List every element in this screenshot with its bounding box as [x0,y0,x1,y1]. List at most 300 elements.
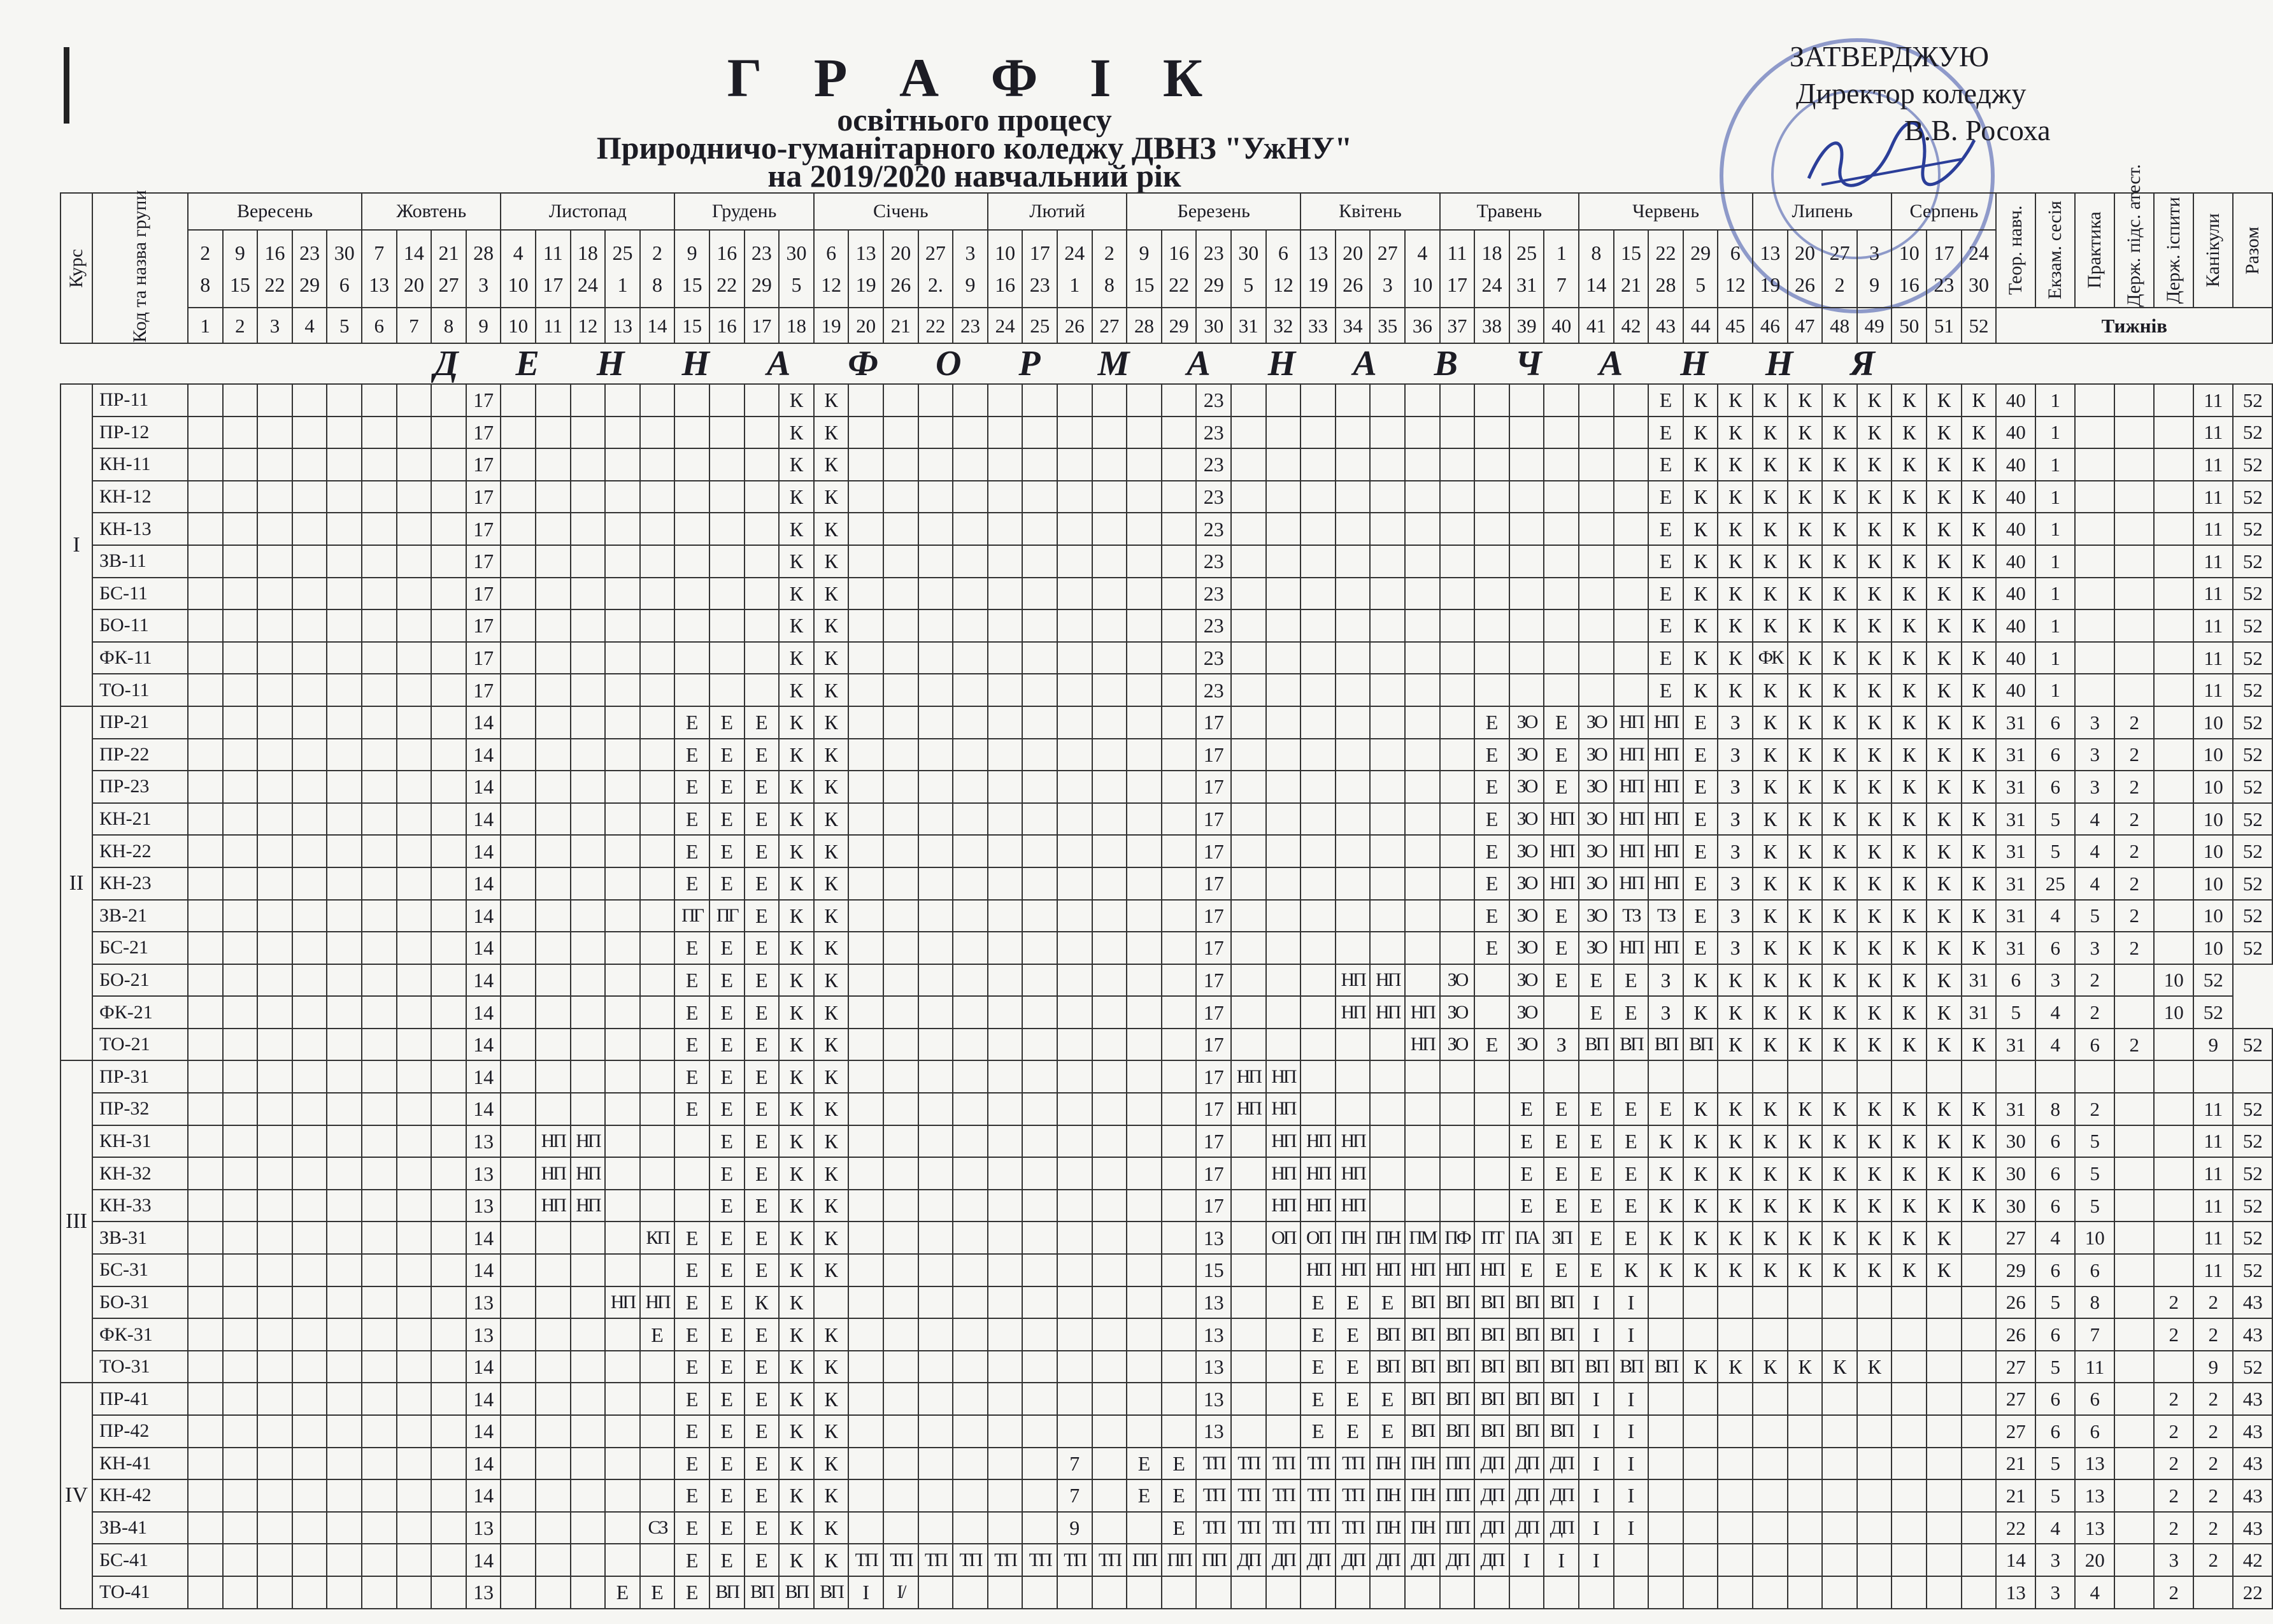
total-cell: 5 [2035,1479,2075,1512]
week-cell: К [1683,1125,1718,1158]
week-start: 10 [995,241,1016,264]
week-cell [292,578,327,610]
group-code: КН-33 [92,1190,188,1222]
week-cell [1892,1351,1927,1383]
week-cell [953,1190,988,1222]
week-cell: К [1753,674,1788,706]
week-cell [431,674,466,706]
week-cell [1718,1060,1753,1093]
week-cell [953,932,988,964]
month-header: Липень [1753,193,1892,230]
week-cell [536,1576,571,1609]
week-cell: К [1648,1254,1683,1286]
week-cell [397,1351,432,1383]
week-cell [292,417,327,449]
week-cell [1057,384,1092,417]
total-cell: 6 [2035,1383,2075,1415]
week-cell: К [1927,771,1962,803]
total-cell: 43 [2233,1318,2272,1351]
week-cell [1336,1060,1371,1093]
week-cell [1022,1383,1057,1415]
week-cell: К [1927,932,1962,964]
week-cell [1962,1512,1997,1544]
table-row [61,739,2272,771]
week-cell [709,545,745,578]
total-cell [2193,1060,2233,1093]
week-cell: К [1683,513,1718,545]
week-cell [918,867,953,900]
week-cell: Е [1162,1448,1197,1480]
week-cell: К [814,1093,849,1125]
week-cell [745,545,780,578]
week-cell [640,932,675,964]
total-cell: 11 [2193,1254,2233,1286]
week-cell: К [1718,996,1753,1029]
week-cell: К [1857,481,1892,513]
week-cell [1127,513,1162,545]
week-cell: 14 [466,835,501,867]
week-cell [188,578,223,610]
week-cell [1022,1222,1057,1254]
week-cell [188,1190,223,1222]
week-cell: К [814,771,849,803]
week-cell [988,1029,1023,1061]
week-cell [883,384,918,417]
total-cell: 43 [2233,1286,2272,1319]
total-cell [2114,1512,2154,1544]
week-cell [223,900,258,932]
week-cell [988,996,1023,1029]
week-cell [1127,964,1162,997]
week-cell [918,1351,953,1383]
week-cell: Е [1544,771,1579,803]
week-cell [1300,771,1336,803]
week-cell [605,642,640,674]
week-cell: ЗО [1509,900,1544,932]
week-cell [362,900,397,932]
week-cell [292,1125,327,1158]
week-number: 27 [1092,308,1127,343]
week-cell [327,642,362,674]
total-cell [2154,1060,2193,1093]
week-cell [640,1383,675,1415]
week-start: 27 [925,241,946,264]
week-cell [1127,803,1162,836]
week-cell [605,1512,640,1544]
week-cell: К [1927,1093,1962,1125]
week-cell [1127,448,1162,481]
week-cell: К [1962,384,1997,417]
week-cell [292,674,327,706]
week-cell: Е [1474,900,1509,932]
total-cell: 43 [2233,1479,2272,1512]
week-cell: 14 [466,739,501,771]
week-cell [988,1190,1023,1222]
week-cell: НП [1614,867,1649,900]
week-cell: НП [1440,1254,1475,1286]
week-cell [883,1512,918,1544]
course-number: III [61,1060,92,1383]
week-cell [1579,384,1614,417]
week-cell [918,417,953,449]
week-dates [1127,230,1162,308]
week-cell [918,706,953,739]
week-cell [1266,1351,1301,1383]
week-cell: К [1788,771,1823,803]
week-cell [1440,417,1475,449]
total-cell: 9 [2193,1029,2233,1061]
total-cell: 7 [2075,1318,2114,1351]
table-row [61,384,2272,417]
week-cell: НП [1614,835,1649,867]
week-cell: НП [1336,996,1371,1029]
week-cell: Е [1683,739,1718,771]
week-cell [1405,867,1440,900]
table-row [61,771,2272,803]
week-cell: К [779,867,814,900]
week-cell [1022,417,1057,449]
total-cell [2075,417,2114,449]
title-block [446,47,1503,194]
group-code: ЗВ-31 [92,1222,188,1254]
week-cell: ПН [1370,1222,1405,1254]
week-cell: К [814,835,849,867]
week-cell [1266,900,1301,932]
week-cell [1162,481,1197,513]
week-cell [1022,706,1057,739]
total-cell: 40 [1996,642,2035,674]
week-cell: НП [640,1286,675,1319]
week-cell [953,384,988,417]
week-cell: К [1822,1029,1857,1061]
week-end: 9 [1869,273,1880,296]
week-cell [953,674,988,706]
week-cell [953,835,988,867]
week-cell [431,578,466,610]
week-number: 36 [1405,308,1440,343]
week-cell: К [779,1479,814,1512]
week-cell [1022,964,1057,997]
total-cell: 26 [1996,1318,2035,1351]
week-start: 7 [374,241,385,264]
week-cell [1266,1415,1301,1448]
week-cell [1300,835,1336,867]
week-cell: К [1683,609,1718,642]
week-cell: К [1753,384,1788,417]
week-cell [1336,706,1371,739]
week-cell [1788,1286,1823,1319]
week-cell [605,1060,640,1093]
week-cell [883,674,918,706]
group-code: ТО-41 [92,1576,188,1609]
week-cell [1440,803,1475,836]
week-cell [327,1383,362,1415]
week-cell [605,1190,640,1222]
table-row [61,1351,2272,1383]
week-cell: К [814,964,849,997]
week-cell: К [779,481,814,513]
total-cell: 40 [1996,384,2035,417]
week-cell: К [1927,1190,1962,1222]
week-cell: Е [1579,1190,1614,1222]
week-cell [988,1512,1023,1544]
week-cell [1092,706,1127,739]
week-cell [918,578,953,610]
week-cell: 17 [1196,932,1231,964]
week-cell [397,1254,432,1286]
week-start: 6 [1730,241,1741,264]
week-cell [848,578,883,610]
week-cell [883,1222,918,1254]
week-cell [1162,513,1197,545]
week-start: 23 [299,241,320,264]
week-cell [571,1222,606,1254]
total-cell: 11 [2193,384,2233,417]
week-cell: 7 [1057,1448,1092,1480]
total-cell [2154,1125,2193,1158]
week-cell [536,1479,571,1512]
week-cell [1231,642,1266,674]
week-cell: ДП [1405,1544,1440,1576]
total-cell [2114,513,2154,545]
total-cell [2075,642,2114,674]
week-cell: 14 [466,1383,501,1415]
month-header: Вересень [188,193,362,230]
week-cell [1440,609,1475,642]
week-cell: ЗО [1579,900,1614,932]
week-cell [918,513,953,545]
week-start: 10 [1899,241,1920,264]
week-cell [640,706,675,739]
week-cell [605,1093,640,1125]
week-cell: Е [709,932,745,964]
week-cell [883,867,918,900]
week-cell: К [1962,609,1997,642]
week-cell: К [779,1157,814,1190]
week-cell [188,609,223,642]
week-cell: ЗО [1509,803,1544,836]
week-cell [1266,1029,1301,1061]
week-cell [1057,1190,1092,1222]
week-cell [1753,1448,1788,1480]
week-cell [1162,448,1197,481]
week-cell [1370,803,1405,836]
month-header: Серпень [1892,193,1996,230]
total-cell: 2 [2114,1029,2154,1061]
week-cell [1892,1286,1927,1319]
week-cell [1300,1576,1336,1609]
week-cell [674,417,709,449]
week-cell [1405,642,1440,674]
week-cell [223,1190,258,1222]
week-cell [362,706,397,739]
week-cell: НП [1544,835,1579,867]
group-code: БО-21 [92,964,188,997]
week-cell [1057,706,1092,739]
week-cell [223,448,258,481]
week-end: 30 [1968,273,1989,296]
total-cell: 52 [2193,996,2233,1029]
group-code: ПР-21 [92,706,188,739]
week-cell [501,803,536,836]
week-cell [1718,1479,1753,1512]
week-cell: І/ [883,1576,918,1609]
week-cell: К [814,1157,849,1190]
week-cell [848,739,883,771]
week-cell: Е [1509,1254,1544,1286]
week-cell: Е [674,1222,709,1254]
week-cell [188,835,223,867]
week-cell: Е [674,867,709,900]
week-cell: Е [1474,803,1509,836]
week-cell: 17 [1196,771,1231,803]
week-cell [745,384,780,417]
week-cell: НП [1614,932,1649,964]
week-cell [1092,1512,1127,1544]
week-cell [536,996,571,1029]
week-cell [883,771,918,803]
week-cell [988,1448,1023,1480]
week-cell [431,996,466,1029]
week-cell [1614,642,1649,674]
total-cell: 13 [2075,1479,2114,1512]
week-cell: ДП [1300,1544,1336,1576]
total-cell: 4 [2035,900,2075,932]
week-cell: К [814,674,849,706]
table-row [61,1254,2272,1286]
week-cell [431,1190,466,1222]
week-cell: К [779,803,814,836]
week-cell [953,448,988,481]
week-cell [1057,642,1092,674]
week-cell [1370,1125,1405,1158]
week-cell [501,964,536,997]
total-cell: 6 [2035,1125,2075,1158]
week-cell [1092,481,1127,513]
week-cell [327,1318,362,1351]
week-cell [1474,448,1509,481]
week-cell [223,1157,258,1190]
week-cell [640,642,675,674]
week-cell: К [1788,1351,1823,1383]
week-cell [571,674,606,706]
total-cell: 1 [2035,417,2075,449]
total-cell [2154,706,2193,739]
week-cell: К [1927,1125,1962,1158]
week-cell: К [779,1222,814,1254]
week-cell: К [779,674,814,706]
week-cell [501,932,536,964]
total-cell: 10 [2193,803,2233,836]
week-cell [397,996,432,1029]
week-cell [188,1125,223,1158]
week-cell: ТП [1336,1512,1371,1544]
week-cell: 23 [1196,609,1231,642]
week-cell: НП [1648,932,1683,964]
table-row [61,609,2272,642]
week-cell [1336,803,1371,836]
total-cell [1996,1060,2035,1093]
week-cell [536,1222,571,1254]
week-dates [223,230,258,308]
week-cell: К [1892,448,1927,481]
week-cell [605,384,640,417]
week-cell [1022,1254,1057,1286]
week-cell [501,481,536,513]
week-cell: К [814,1415,849,1448]
week-cell [918,739,953,771]
week-cell [501,835,536,867]
week-cell [536,835,571,867]
week-cell: ПП [1440,1448,1475,1480]
week-cell [188,1254,223,1286]
week-cell [571,1029,606,1061]
week-dates [1753,230,1788,308]
week-cell: Е [709,706,745,739]
week-cell [1231,1286,1266,1319]
week-cell: ДП [1474,1479,1509,1512]
week-cell: К [814,448,849,481]
week-cell [327,1190,362,1222]
week-cell [1474,1157,1509,1190]
week-cell: НП [1300,1157,1336,1190]
week-cell: К [1962,545,1997,578]
week-dates [431,230,466,308]
week-cell [918,1254,953,1286]
week-cell: Е [709,835,745,867]
week-cell [188,771,223,803]
week-cell [1370,900,1405,932]
week-cell: Е [1336,1286,1371,1319]
week-cell: І [1579,1318,1614,1351]
week-cell [1057,545,1092,578]
week-cell [1057,481,1092,513]
week-cell [501,1448,536,1480]
table-row [61,513,2272,545]
week-cell [1683,1286,1718,1319]
week-cell: К [1788,1254,1823,1286]
week-cell [571,609,606,642]
total-cell: 11 [2193,1190,2233,1222]
total-cell [2075,1060,2114,1093]
week-cell [1544,996,1579,1029]
week-cell [431,1383,466,1415]
week-dates [1614,230,1649,308]
group-code: ПР-23 [92,771,188,803]
week-cell: Е [709,1254,745,1286]
week-cell: ДП [1231,1544,1266,1576]
week-cell [1057,1222,1092,1254]
group-code: БС-31 [92,1254,188,1286]
week-cell: Е [674,1383,709,1415]
week-cell [988,706,1023,739]
week-cell [431,384,466,417]
week-cell [640,803,675,836]
week-cell [1509,513,1544,545]
week-cell: К [1857,513,1892,545]
total-cell: 11 [2193,1157,2233,1190]
week-cell [1405,609,1440,642]
week-cell: К [779,642,814,674]
week-cell: К [1718,1190,1753,1222]
week-dates [1857,230,1892,308]
week-cell: Е [1300,1415,1336,1448]
week-cell [501,417,536,449]
week-cell: Е [745,932,780,964]
total-cell: 1 [2035,578,2075,610]
week-cell [1892,1383,1927,1415]
week-cell: Е [1648,448,1683,481]
